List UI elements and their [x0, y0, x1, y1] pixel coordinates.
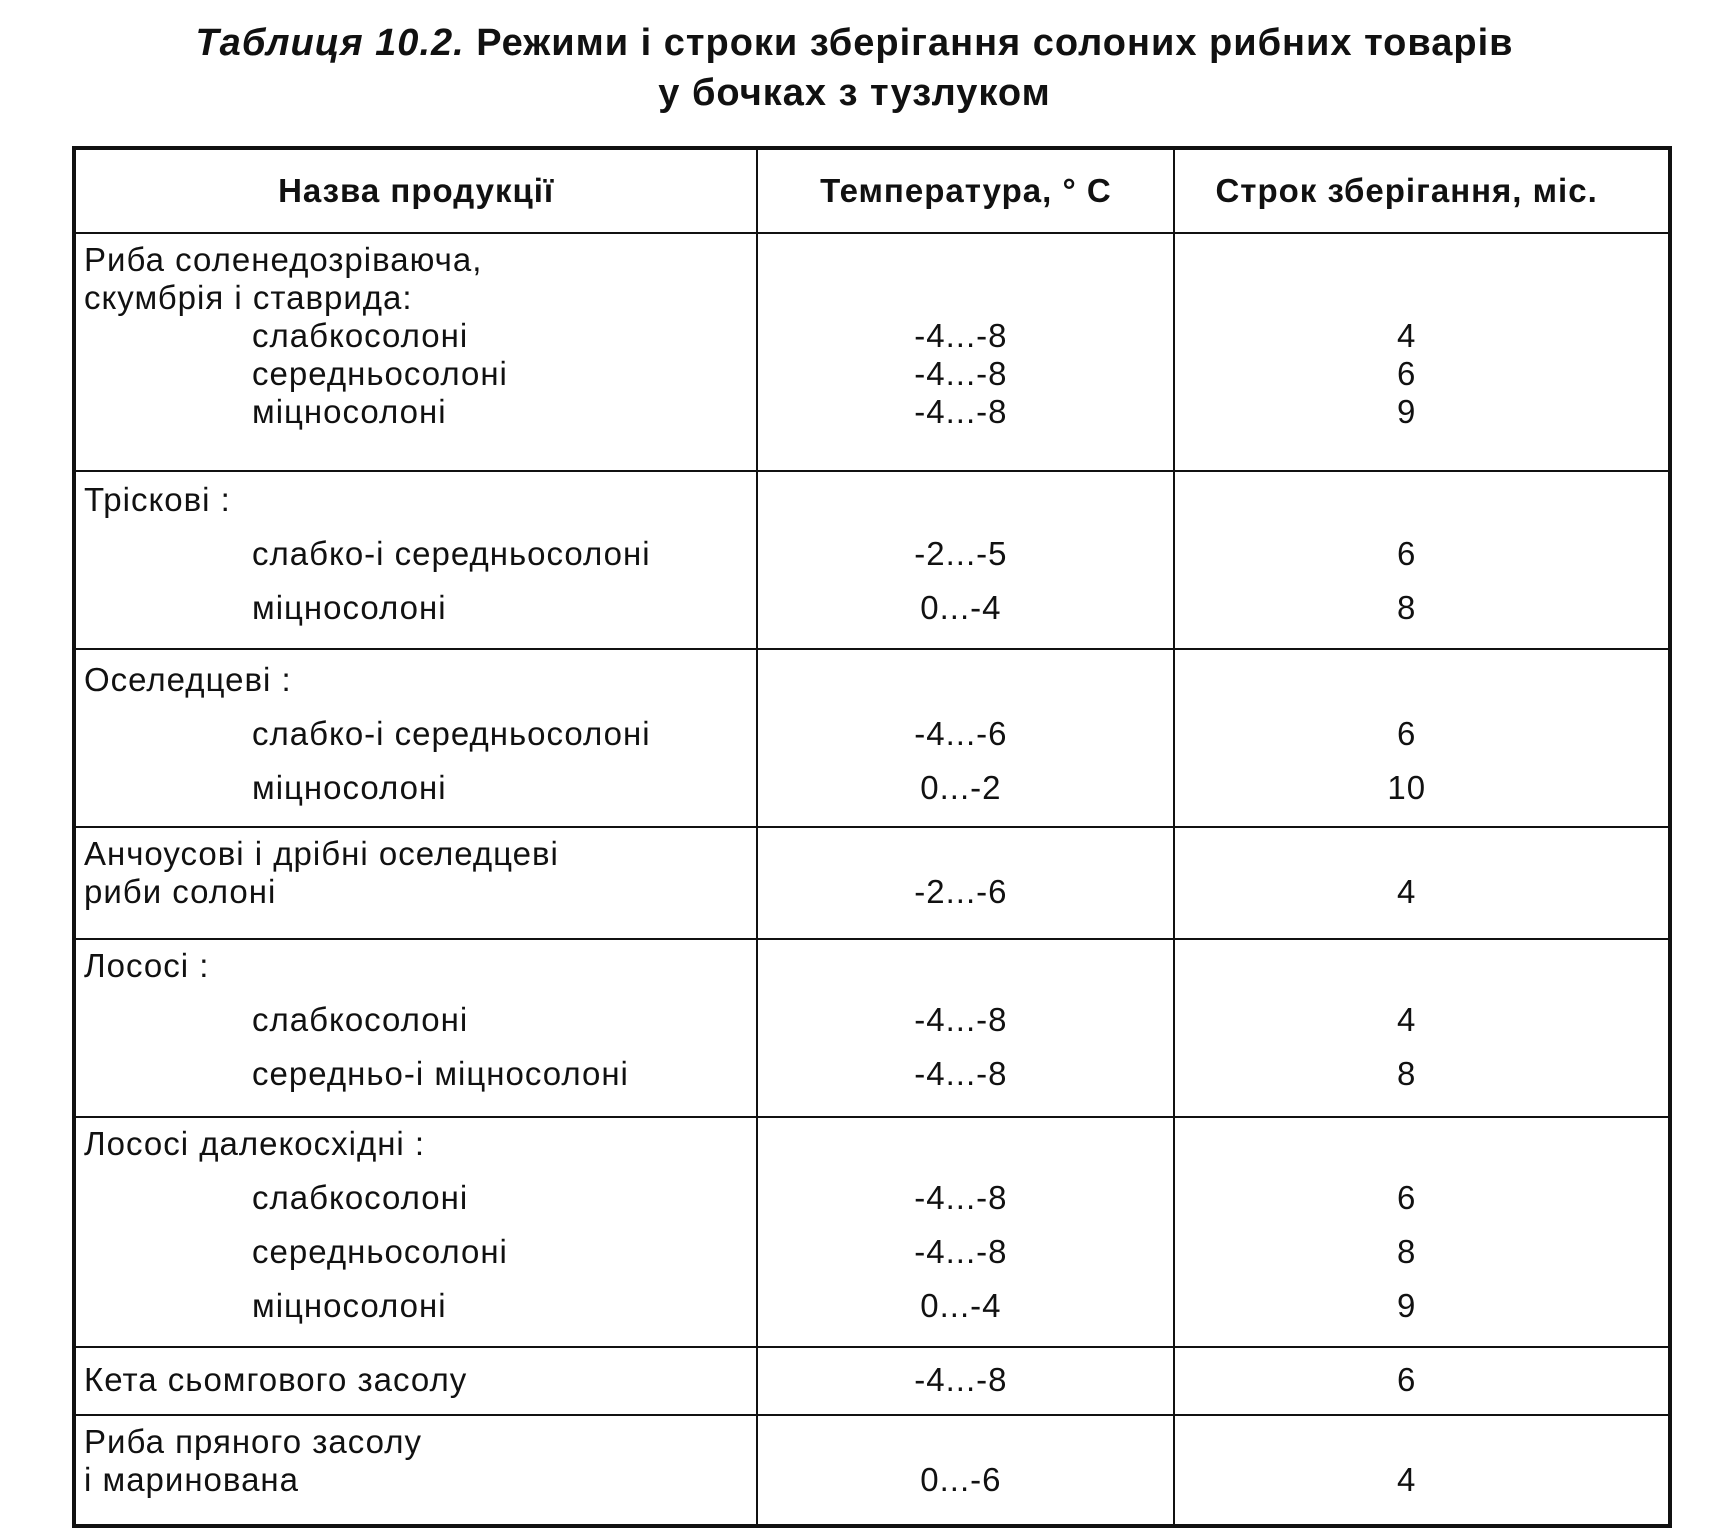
product-subtype: слабкосолоні [252, 1179, 469, 1216]
term-value: 8 [1397, 589, 1417, 626]
temperature-cell [757, 1415, 1174, 1526]
product-group-label: Риба пряного засолу [84, 1423, 422, 1460]
term-value: 8 [1397, 1055, 1417, 1092]
product-group-label: і маринована [84, 1461, 299, 1498]
term-cell [1174, 233, 1670, 471]
temperature-value: -2...-6 [914, 873, 1008, 910]
temperature-value: -4...-8 [914, 1361, 1008, 1398]
caption-title: Режими і строки зберігання солоних рибних товарів [476, 22, 1514, 64]
product-subtype: середньосолоні [252, 355, 508, 392]
product-subtype: слабкосолоні [252, 1001, 469, 1038]
temperature-value: -4...-8 [914, 1001, 1008, 1038]
product-name-cell [74, 1117, 757, 1347]
temperature-value: -2...-5 [914, 535, 1008, 572]
term-value: 4 [1397, 873, 1417, 910]
product-group-label: Оселедцеві : [84, 661, 292, 698]
temperature-value: 0...-2 [920, 769, 1002, 806]
product-group-label: Тріскові : [84, 481, 231, 518]
temperature-value: -4...-6 [914, 715, 1008, 752]
term-cell [1174, 1347, 1670, 1415]
term-value: 6 [1397, 535, 1417, 572]
term-cell [1174, 827, 1670, 939]
product-group-label: Кета сьомгового засолу [84, 1361, 468, 1398]
product-group-label: Риба соленедозріваюча, [84, 241, 483, 278]
table-row [74, 233, 1670, 471]
table-row [74, 939, 1670, 1117]
temperature-cell [757, 1347, 1174, 1415]
product-name-cell [74, 471, 757, 649]
product-subtype: слабкосолоні [252, 317, 469, 354]
table-row [74, 649, 1670, 827]
temperature-value: -4...-8 [914, 1055, 1008, 1092]
header-temperature: Температура, ° С [757, 148, 1174, 233]
temperature-value: -4...-8 [914, 393, 1008, 430]
term-cell [1174, 471, 1670, 649]
temperature-cell [757, 1117, 1174, 1347]
product-name-cell [74, 1347, 757, 1415]
product-group-label: риби солоні [84, 873, 277, 910]
header-name: Назва продукції [74, 148, 757, 233]
temperature-value: -4...-8 [914, 355, 1008, 392]
term-value: 9 [1397, 1287, 1417, 1324]
term-value: 9 [1397, 393, 1417, 430]
product-subtype: міцносолоні [252, 589, 447, 626]
product-subtype: міцносолоні [252, 1287, 447, 1324]
temperature-cell [757, 939, 1174, 1117]
product-subtype: середньосолоні [252, 1233, 508, 1270]
caption-line-2: у бочках з тузлуком [658, 72, 1051, 114]
term-value: 8 [1397, 1233, 1417, 1270]
header-row [74, 148, 1670, 233]
temperature-value: -4...-8 [914, 1179, 1008, 1216]
term-value: 6 [1397, 355, 1417, 392]
product-subtype: слабко-і середньосолоні [252, 715, 651, 752]
term-value: 4 [1397, 317, 1417, 354]
table-row [74, 1117, 1670, 1347]
term-value: 4 [1397, 1461, 1417, 1498]
product-group-label: Анчоусові і дрібні оселедцеві [84, 835, 559, 872]
term-cell [1174, 1415, 1670, 1526]
product-subtype: середньо-і міцносолоні [252, 1055, 629, 1092]
table-body [74, 233, 1670, 1526]
table-caption [0, 18, 1709, 118]
product-subtype: міцносолоні [252, 393, 447, 430]
product-name-cell [74, 1415, 757, 1526]
product-name-cell [74, 939, 757, 1117]
product-name-cell [74, 827, 757, 939]
table-row [74, 471, 1670, 649]
table-row [74, 1347, 1670, 1415]
temperature-value: 0...-4 [920, 1287, 1002, 1324]
temperature-value: 0...-6 [920, 1461, 1002, 1498]
header-term: Строк зберігання, міс. [1174, 148, 1670, 233]
product-name-cell [74, 649, 757, 827]
temperature-cell [757, 471, 1174, 649]
term-value: 6 [1397, 1361, 1417, 1398]
term-value: 4 [1397, 1001, 1417, 1038]
temperature-value: -4...-8 [914, 317, 1008, 354]
product-group-label: скумбрія і ставрида: [84, 279, 413, 316]
table-row [74, 827, 1670, 939]
term-cell [1174, 1117, 1670, 1347]
temperature-cell [757, 827, 1174, 939]
caption-label: Таблиця 10.2. [195, 22, 465, 64]
term-cell [1174, 649, 1670, 827]
table-row [74, 1415, 1670, 1526]
temperature-value: -4...-8 [914, 1233, 1008, 1270]
term-value: 6 [1397, 715, 1417, 752]
product-name-cell [74, 233, 757, 471]
product-subtype: слабко-і середньосолоні [252, 535, 651, 572]
term-cell [1174, 939, 1670, 1117]
caption-line-1 [0, 18, 1709, 68]
term-value: 6 [1397, 1179, 1417, 1216]
term-value: 10 [1387, 769, 1427, 806]
temperature-cell [757, 649, 1174, 827]
temperature-cell [757, 233, 1174, 471]
product-group-label: Лососі : [84, 947, 210, 984]
temperature-value: 0...-4 [920, 589, 1002, 626]
storage-table [72, 146, 1672, 1528]
product-group-label: Лососі далекосхідні : [84, 1125, 426, 1162]
product-subtype: міцносолоні [252, 769, 447, 806]
